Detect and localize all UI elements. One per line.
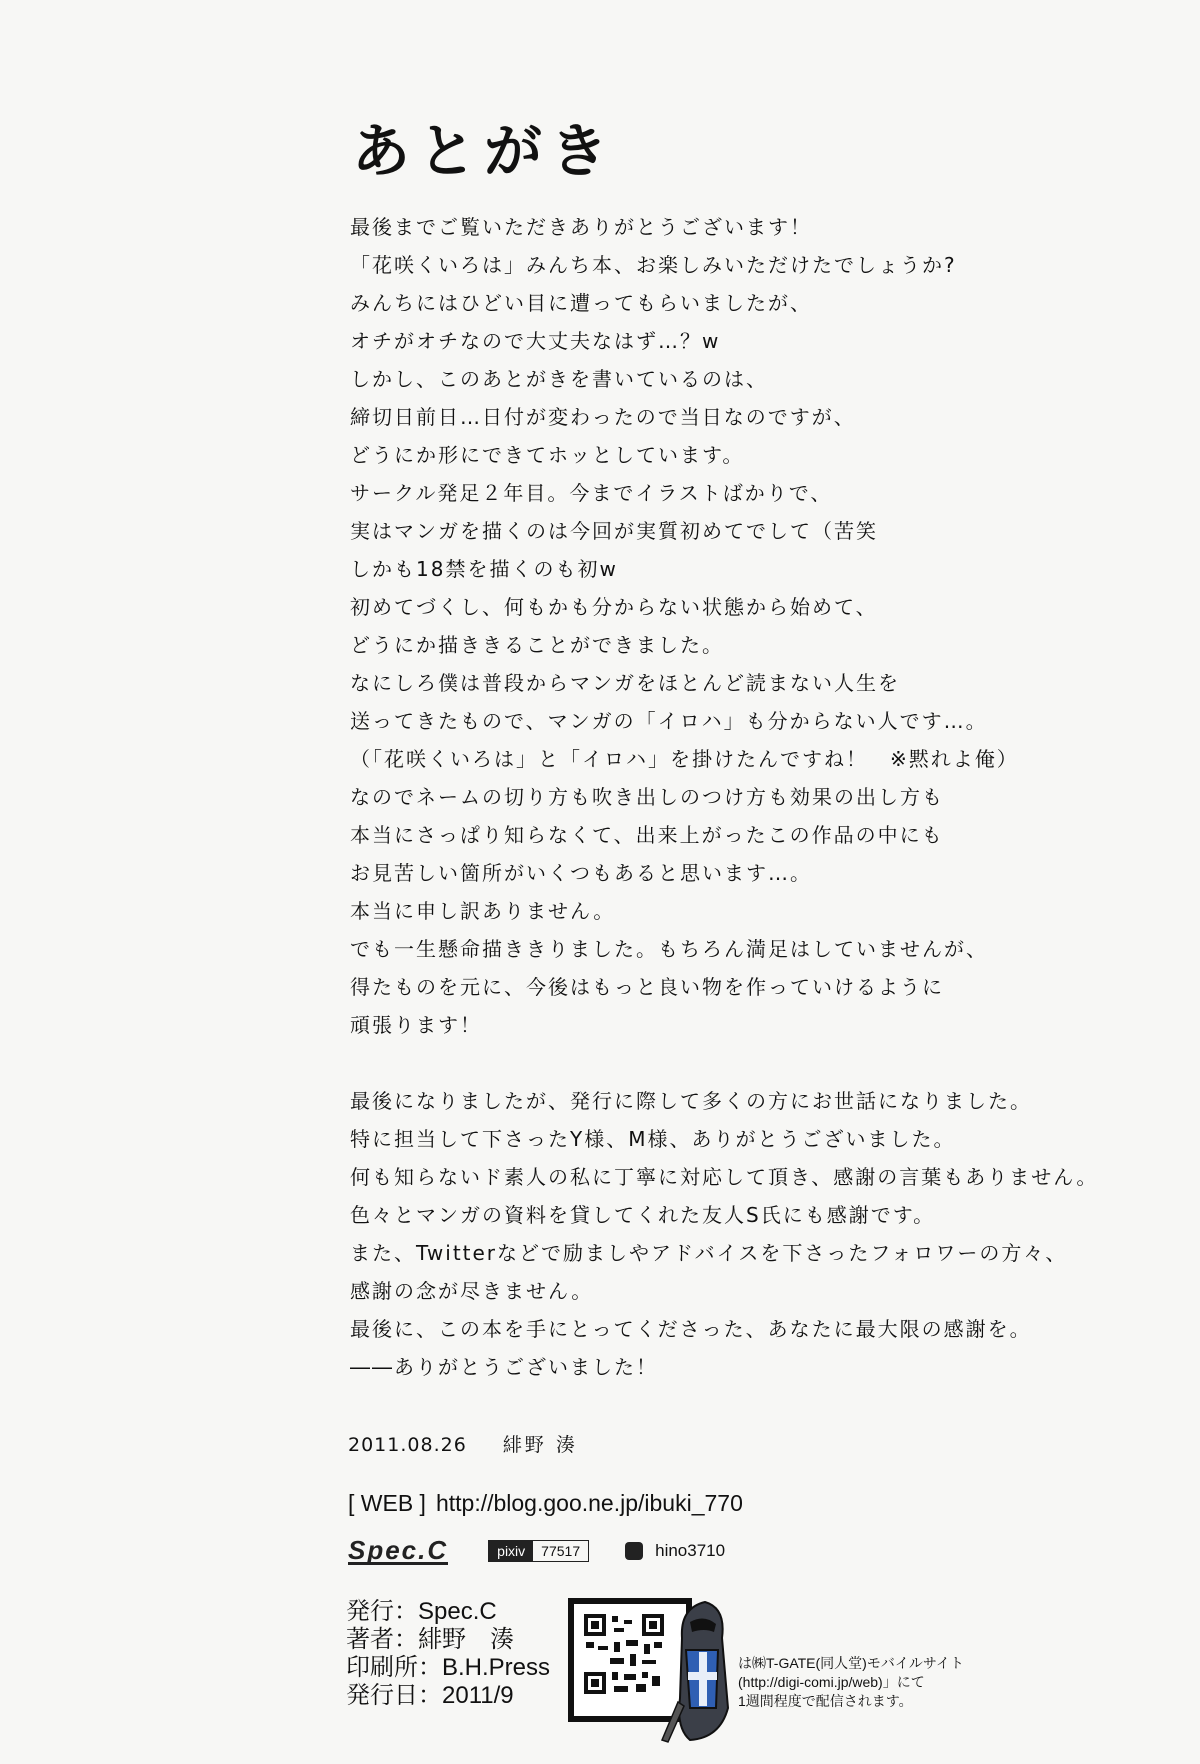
colophon-author: 著者：緋野 湊	[346, 1626, 514, 1653]
afterword-line: 特に担当して下さったY様、M様、ありがとうございました。	[350, 1127, 956, 1151]
circle-logo: Spec.C	[348, 1534, 449, 1565]
afterword-line: 締切日前日…日付が変わったので当日なのですが、	[350, 405, 856, 429]
pixiv-badge[interactable]	[488, 1540, 589, 1562]
afterword-line: サークル発足２年目。今までイラストばかりで、	[350, 481, 833, 505]
afterword-line: （「花咲くいろは」と「イロハ」を掛けたんですね！ ※黙れよ俺）	[350, 747, 1019, 771]
afterword-line: 「花咲くいろは」みんち本、お楽しみいただけたでしょうか?	[350, 253, 957, 277]
afterword-line: 得たものを元に、今後はもっと良い物を作っていけるように	[350, 975, 944, 999]
web-label: [ WEB ]	[348, 1490, 426, 1516]
afterword-body	[350, 208, 1110, 1386]
web-url[interactable]: http://blog.goo.ne.jp/ibuki_770	[435, 1490, 743, 1516]
colophon	[346, 1598, 550, 1710]
afterword-line: 最後までご覧いただきありがとうございます！	[350, 215, 812, 239]
mobile-notice	[738, 1654, 964, 1711]
notice-line: 1週間程度で配信されます。	[738, 1693, 913, 1709]
afterword-line: 初めてづくし、何もかも分からない状態から始めて、	[350, 595, 878, 619]
colophon-date: 発行日：2011/9	[346, 1682, 514, 1709]
signature-author: 緋野 湊	[502, 1434, 578, 1456]
pixiv-label: pixiv	[489, 1541, 533, 1561]
web-link-row	[348, 1490, 743, 1517]
afterword-line: 本当に申し訳ありません。	[350, 899, 616, 923]
afterword-line: 何も知らないド素人の私に丁寧に対応して頂き、感謝の言葉もありません。	[350, 1165, 1099, 1189]
signature	[348, 1430, 578, 1457]
twitter-link[interactable]	[625, 1541, 725, 1561]
afterword-line: 送ってきたもので、マンガの「イロハ」も分からない人です…。	[350, 709, 988, 733]
afterword-line: でも一生懸命描ききりました。もちろん満足はしていませんが、	[350, 937, 988, 961]
notice-line: (http://digi-comi.jp/web)」にて	[738, 1674, 925, 1690]
afterword-line: どうにか形にできてホッとしています。	[350, 443, 745, 467]
afterword-line: 最後になりましたが、発行に際して多くの方にお世話になりました。	[350, 1089, 1032, 1113]
afterword-line: 最後に、この本を手にとってくださった、あなたに最大限の感謝を。	[350, 1317, 1032, 1341]
afterword-line: ――ありがとうございました！	[350, 1355, 658, 1379]
pixiv-id: 77517	[541, 1543, 581, 1559]
afterword-line: 実はマンガを描くのは今回が実質初めてでして（苦笑	[350, 519, 878, 543]
afterword-line: しかも18禁を描くのも初w	[350, 557, 618, 581]
page-title: あとがき	[352, 117, 617, 185]
afterword-line: なのでネームの切り方も吹き出しのつけ方も効果の出し方も	[350, 785, 944, 809]
afterword-line: オチがオチなので大丈夫なはず…？w	[350, 329, 721, 353]
afterword-line: 感謝の念が尽きません。	[350, 1279, 594, 1303]
qr-code-icon	[584, 1614, 664, 1694]
afterword-line: みんちにはひどい目に遭ってもらいましたが、	[350, 291, 812, 315]
afterword-line: また、Twitterなどで励ましやアドバイスを下さったフォロワーの方々、	[350, 1241, 1068, 1265]
colophon-publisher: 発行：Spec.C	[346, 1598, 497, 1625]
twitter-handle: hino3710	[655, 1541, 726, 1560]
notice-line: は㈱T-GATE(同人堂)モバイルサイト	[738, 1655, 964, 1671]
afterword-line: お見苦しい箇所がいくつもあると思います…。	[350, 861, 812, 885]
afterword-line: 色々とマンガの資料を貸してくれた友人S氏にも感謝です。	[350, 1203, 936, 1227]
afterword-line: 本当にさっぱり知らなくて、出来上がったこの作品の中にも	[350, 823, 944, 847]
afterword-line: しかし、このあとがきを書いているのは、	[350, 367, 768, 391]
colophon-printer: 印刷所：B.H.Press	[346, 1654, 551, 1681]
social-links	[348, 1536, 725, 1566]
paragraph-break	[350, 1044, 1110, 1082]
afterword-line: 頑張ります！	[350, 1013, 482, 1037]
signature-date: 2011.08.26	[348, 1434, 467, 1456]
knight-mascot-icon	[660, 1598, 750, 1748]
afterword-line: どうにか描ききることができました。	[350, 633, 724, 657]
afterword-line: なにしろ僕は普段からマンガをほとんど読まない人生を	[350, 671, 900, 695]
twitter-icon	[625, 1542, 643, 1560]
